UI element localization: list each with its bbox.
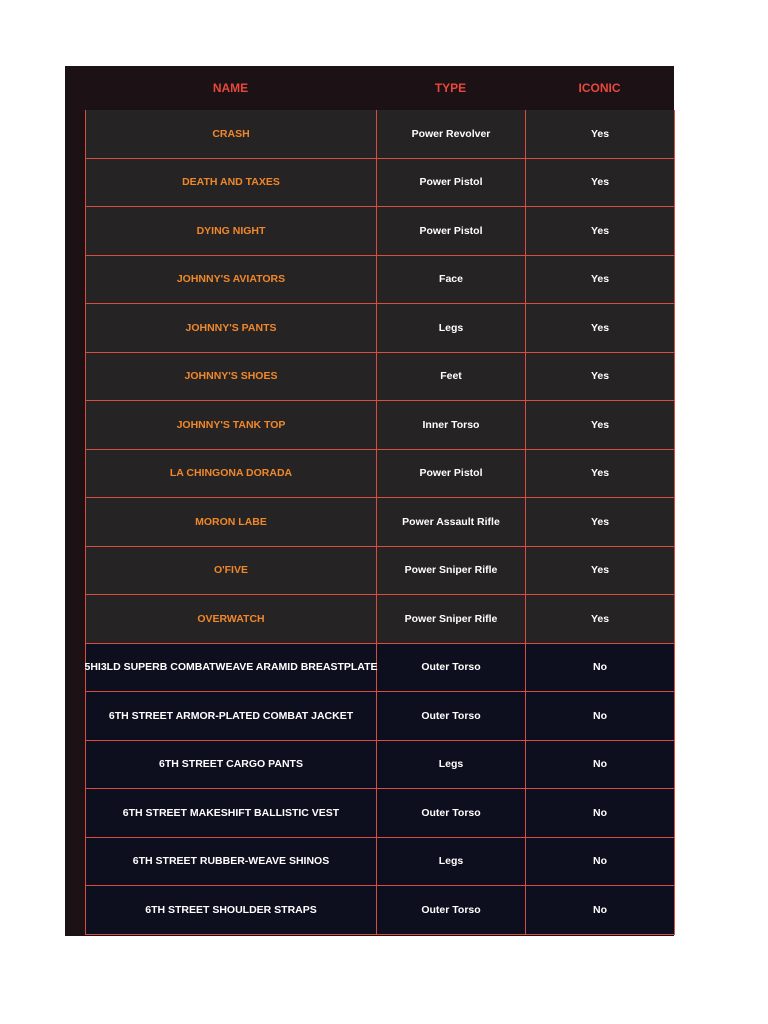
item-name: OVERWATCH bbox=[86, 595, 377, 643]
item-name: JOHNNY'S SHOES bbox=[86, 353, 377, 401]
item-type: Power Sniper Rifle bbox=[377, 595, 526, 643]
item-type: Power Pistol bbox=[377, 207, 526, 255]
item-iconic: Yes bbox=[526, 595, 675, 643]
item-name: 6TH STREET CARGO PANTS bbox=[86, 741, 377, 789]
table-row bbox=[86, 789, 675, 838]
item-name: LA CHINGONA DORADA bbox=[86, 450, 377, 498]
table-row bbox=[86, 304, 675, 353]
item-name: 6TH STREET SHOULDER STRAPS bbox=[86, 886, 377, 934]
item-name: DEATH AND TAXES bbox=[86, 159, 377, 207]
item-name: 6TH STREET MAKESHIFT BALLISTIC VEST bbox=[86, 789, 377, 837]
item-type: Power Pistol bbox=[377, 450, 526, 498]
item-iconic: No bbox=[526, 644, 675, 692]
item-iconic: No bbox=[526, 789, 675, 837]
table-row bbox=[86, 450, 675, 499]
item-iconic: Yes bbox=[526, 256, 675, 304]
table-row bbox=[86, 401, 675, 450]
item-type: Outer Torso bbox=[377, 644, 526, 692]
item-iconic: No bbox=[526, 886, 675, 934]
item-name: JOHNNY'S PANTS bbox=[86, 304, 377, 352]
item-iconic: Yes bbox=[526, 159, 675, 207]
table-row bbox=[86, 595, 675, 644]
item-iconic: Yes bbox=[526, 110, 675, 158]
item-type: Power Sniper Rifle bbox=[377, 547, 526, 595]
item-iconic: No bbox=[526, 692, 675, 740]
item-type: Power Revolver bbox=[377, 110, 526, 158]
table-row bbox=[86, 547, 675, 596]
item-iconic: Yes bbox=[526, 401, 675, 449]
table-row bbox=[86, 886, 675, 935]
item-type: Feet bbox=[377, 353, 526, 401]
item-name: MORON LABE bbox=[86, 498, 377, 546]
table-row bbox=[86, 110, 675, 159]
table-row bbox=[86, 838, 675, 887]
item-name: 5HI3LD SUPERB COMBATWEAVE ARAMID BREASTPLATE bbox=[86, 644, 377, 692]
table-row bbox=[86, 741, 675, 790]
item-name: CRASH bbox=[86, 110, 377, 158]
header-type: TYPE bbox=[434, 81, 467, 95]
item-type: Outer Torso bbox=[377, 789, 526, 837]
item-name: O'FIVE bbox=[86, 547, 377, 595]
item-type: Power Pistol bbox=[377, 159, 526, 207]
item-name: 6TH STREET ARMOR-PLATED COMBAT JACKET bbox=[86, 692, 377, 740]
item-iconic: Yes bbox=[526, 547, 675, 595]
items-table bbox=[85, 110, 675, 935]
table-row bbox=[86, 256, 675, 305]
item-name: 6TH STREET RUBBER-WEAVE SHINOS bbox=[86, 838, 377, 886]
item-type: Legs bbox=[377, 304, 526, 352]
table-row bbox=[86, 644, 675, 693]
item-iconic: Yes bbox=[526, 304, 675, 352]
item-iconic: Yes bbox=[526, 353, 675, 401]
table-header bbox=[85, 66, 674, 113]
header-name: NAME bbox=[212, 81, 249, 95]
item-type: Legs bbox=[377, 838, 526, 886]
table-row bbox=[86, 353, 675, 402]
table-row bbox=[86, 207, 675, 256]
item-type: Face bbox=[377, 256, 526, 304]
item-name: JOHNNY'S AVIATORS bbox=[86, 256, 377, 304]
item-iconic: Yes bbox=[526, 207, 675, 255]
item-iconic: Yes bbox=[526, 498, 675, 546]
item-iconic: No bbox=[526, 741, 675, 789]
item-iconic: No bbox=[526, 838, 675, 886]
header-iconic: ICONIC bbox=[578, 81, 621, 95]
table-row bbox=[86, 498, 675, 547]
item-name: DYING NIGHT bbox=[86, 207, 377, 255]
table-row bbox=[86, 692, 675, 741]
item-name: JOHNNY'S TANK TOP bbox=[86, 401, 377, 449]
item-type: Inner Torso bbox=[377, 401, 526, 449]
item-type: Outer Torso bbox=[377, 886, 526, 934]
item-iconic: Yes bbox=[526, 450, 675, 498]
item-type: Legs bbox=[377, 741, 526, 789]
item-type: Power Assault Rifle bbox=[377, 498, 526, 546]
item-type: Outer Torso bbox=[377, 692, 526, 740]
table-row bbox=[86, 159, 675, 208]
